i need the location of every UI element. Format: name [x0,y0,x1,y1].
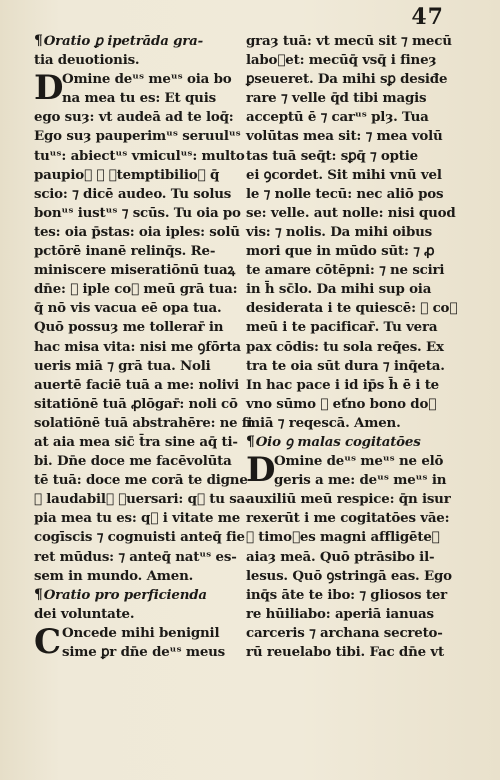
section-heading [34,32,252,51]
drop-capital: C [34,621,61,662]
right-text-column [246,32,464,662]
text-line: pax cōdis: tu sola req̄es. Ex [246,338,444,355]
paragraph-mark-icon: ¶ [246,433,255,450]
text-line: vno sūmo ⁊ eťno bono do᷑ [246,395,437,412]
line-text: Omine deᵘˢ meᵘˢ oia bo [62,71,232,88]
section-heading [34,586,252,605]
line-text: Omine deᵘˢ meᵘˢ ne elō [274,453,444,470]
text-line: meū i te pacificar̄. Tu vera [246,319,438,336]
text-line: ego suȝ: vt audeā ad te loq̄: [34,109,234,126]
text-line: rare ⁊ velle q̄d tibi magis [246,90,427,107]
text-line: dei voluntate. [34,605,135,622]
text-line: q̄ nō vis vacua eē opa tua. [34,300,222,317]
text-line: carceris ⁊ archana secreto- [246,624,443,641]
text-line: tas tuā seq̄t: sꝑq̄ ⁊ optie [246,147,419,164]
text-line: sitatiōnē tuā ꝓlōgar̄: noli cō [34,395,238,412]
text-line: ei ꝯcordet. Sit mihi vnū vel [246,166,442,183]
text-line: ꝑseueret. Da mihi sꝑ desiđe [246,71,448,88]
text-line: mori que in mūdo sūt: ⁊ ꝓ [246,243,435,260]
line-text: Oncede mihi benignil [62,624,220,641]
text-line: labo᷑et: mecūq̄ vsq̄ i fineȝ [246,52,437,69]
left-text-column [34,32,252,662]
drop-capital: D [34,68,64,109]
text-line: sem in mundo. Amen. [34,567,194,584]
text-line: In hac pace i id ip̄s h̄ ē i te [246,376,440,393]
text-line: vis: ⁊ nolis. Da mihi oibus [246,223,432,240]
text-line: volūtas mea sit: ⁊ mea volū [246,128,443,145]
text-line: acceptū ē ⁊ carᵘˢ plȝ. Tua [246,109,429,126]
section-heading [246,433,464,452]
text-line: ⁊ timo᷑es magni affligēteꝯ [246,529,440,546]
paragraph-mark-icon: ¶ [34,586,43,603]
text-line: desiderata i te quiescē: ⁊ co᷑ [246,300,458,317]
text-line: tē tuā: doce me corā te digne [34,472,248,489]
text-line: tia deuotionis. [34,52,140,69]
heading-text: Oio ꝯ malas cogitatōes [255,433,421,450]
text-line: rū reuelabo tibi. Fac dn̄e vt [246,644,444,660]
text-line: auxiliū meū respice: q̄n isur [246,491,451,508]
text-line: tes: oia p̄stas: oia iples: solū [34,223,240,240]
text-line: miniscere miseratiōnū tuaꝝ [34,262,236,279]
text-line: paupio᷑ ⁊ ꝯtemptibilio᷑ q̄ [34,166,220,183]
text-line: te amare cōtēpni: ⁊ ne sciri [246,262,445,279]
text-line: bi. Dn̄e doce me facēvolūta [34,453,232,470]
text-line: tra te oia sūt dura ⁊ inq̄eta. [246,357,445,374]
text-line: miā ⁊ reqescā. Amen. [246,414,401,431]
text-line: rexerūt i me cogitatōes vāe: [246,510,450,527]
text-line: ret mūdus: ⁊ anteq̄ natᵘˢ es- [34,548,237,565]
text-line: tuᵘˢ: abiectᵘˢ vmiculᵘˢ: multo [34,147,245,164]
text-line: in h̄ sc̄lo. Da mihi sup oia [246,281,432,298]
text-line: re hūiliabo: aperiā ianuas [246,605,434,622]
text-line: pia mea tu es: q᷑ i vitate me [34,510,241,527]
heading-text: Oratio pro perficienda [43,586,207,603]
text-line: bonᵘˢ iustᵘˢ ⁊ scūs. Tu oia po [34,204,241,221]
text-line: pctōrē inanē relinq̄s. Re- [34,243,216,260]
text-line: aiaȝ meā. Quō ptrāsibo il- [246,548,435,565]
text-line: auertē faciē tuā a me: nolivi [34,376,240,393]
heading-text: Oratio ꝑ ipetrāda gra- [43,33,203,49]
text-line: Ego suȝ pauperimᵘˢ seruulᵘˢ [34,128,241,145]
text-line: solatiōnē tuā abstrahēre: ne fi [34,414,253,431]
drop-capital: D [246,450,276,491]
text-line: graȝ tuā: vt mecū sit ⁊ mecū [246,33,452,49]
text-line: lesus. Quō ꝯstringā eas. Ego [246,567,452,584]
text-line: ueris miā ⁊ grā tua. Noli [34,357,211,374]
text-line: ⁊ laudabil᷑ ꝯuersari: q᷑ tu sa- [34,491,251,508]
text-line: le ⁊ nolle tecū: nec aliō pos [246,185,444,202]
page-number: 47 [411,4,444,30]
paragraph-mark-icon: ¶ [34,33,43,49]
text-line: cogīscis ⁊ cognuisti anteq̄ fie [34,529,245,546]
text-line: scio: ⁊ dicē audeo. Tu solus [34,185,232,202]
text-line: se: velle. aut nolle: nisi quod [246,204,456,221]
text-line: hac misa vita: nisi me ꝯfōrta [34,338,241,355]
text-line: Quō possuȝ me tollerar̄ in [34,319,224,336]
text-line: inq̄s āte te ibo: ⁊ gliosos ter [246,586,447,603]
text-line: sime ꝑr dn̄e deᵘˢ meus [62,644,226,660]
text-line: at aia mea sic̄ t̄ra sine aq̄ ti- [34,433,238,450]
text-line: na mea tu es: Et quis [62,90,216,107]
text-line: geris a me: deᵘˢ meᵘˢ in [274,472,447,489]
text-line: dn̄e: ⁊ iple co᷑ meū grā tua: [34,281,238,298]
